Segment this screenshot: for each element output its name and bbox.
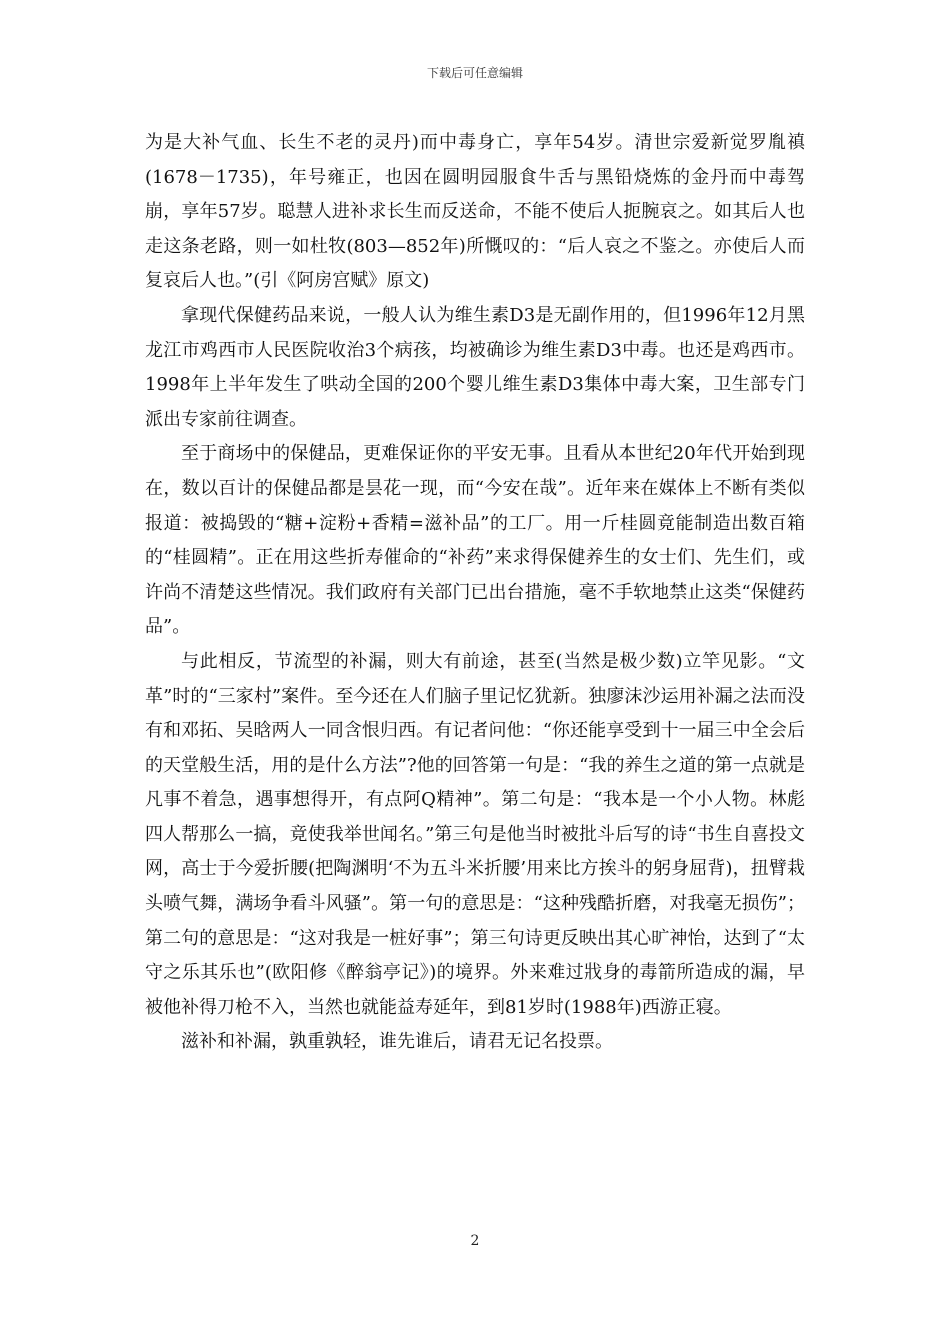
paragraph-vitamin-d3: 拿现代保健药品来说，一般人认为维生素D3是无副作用的，但1996年12月黑龙江市鸡西市人民医院收治3个病孩，均被确诊为维生素D3中毒。也还是鸡西市。1998年上半年发生了哄动全国的200个婴儿维生素D3集体中毒大案，卫生部专门派出专家前往调查。 [145, 304, 805, 430]
document-body [145, 126, 805, 1060]
page-number: 2 [470, 1233, 480, 1249]
paragraph-liao-mosha: 与此相反，节流型的补漏，则大有前途，甚至(当然是极少数)立竿见影。“文革”时的“三家村”案件。至今还在人们脑子里记忆犹新。独廖沫沙运用补漏之法而没有和邓拓、吴晗两人一同含恨归西。有记者问他：“你还能享受到十一届三中全会后的天堂般生活，用的是什么方法”?他的回答第一句是：“我的养生之道的第一点就是凡事不着急，遇事想得开，有点阿Q精神”。第二句是：“我本是一个小人物。林彪四人帮那么一搞，竟使我举世闻名。”第三句是他当时被批斗后写的诗“书生自喜投文网，高士于今爱折腰(把陶渊明‘不为五斗米折腰’用来比方挨斗的躬身屈背)，扭臂栽头喷气舞，满场争看斗风骚”。第一句的意思是：“这种残酷折磨，对我毫无损伤”；第二句的意思是：“这对我是一桩好事”；第三句诗更反映出其心旷神怡，达到了“太守之乐其乐也”(欧阳修《醉翁亭记》)的境界。外来难过戕身的毒箭所造成的漏，早被他补得刀枪不入，当然也就能益寿延年，到81岁时(1988年)西游正寝。 [145, 650, 805, 1018]
paragraph-conclusion: 滋补和补漏，孰重孰轻，谁先谁后，请君无记名投票。 [181, 1031, 613, 1053]
paragraph-health-products: 至于商场中的保健品，更难保证你的平安无事。且看从本世纪20年代开始到现在，数以百计的保健品都是昙花一现，而“今安在哉”。近年来在媒体上不断有类似报道：被捣毁的“糖+淀粉+香精=滋补品”的工厂。用一斤桂圆竟能制造出数百箱的“桂圆精”。正在用这些折寿催命的“补药”来求得保健养生的女士们、先生们，或许尚不清楚这些情况。我们政府有关部门已出台措施，毫不手软地禁止这类“保健药品”。 [145, 443, 805, 638]
paragraph-continuation: 为是大补气血、长生不老的灵丹)而中毒身亡，享年54岁。清世宗爱新觉罗胤禛(1678－1735)，年号雍正，也因在圆明园服食牛舌与黑铅烧炼的金丹而中毒驾崩，享年57岁。聪慧人进补求长生而反送命，不能不使后人扼腕哀之。如其后人也走这条老路，则一如杜牧(803—852年)所慨叹的：“后人哀之不鉴之。亦使后人而复哀后人也。”(引《阿房宫赋》原文) [145, 132, 805, 292]
page-header: 下载后可任意编辑 [426, 66, 523, 80]
